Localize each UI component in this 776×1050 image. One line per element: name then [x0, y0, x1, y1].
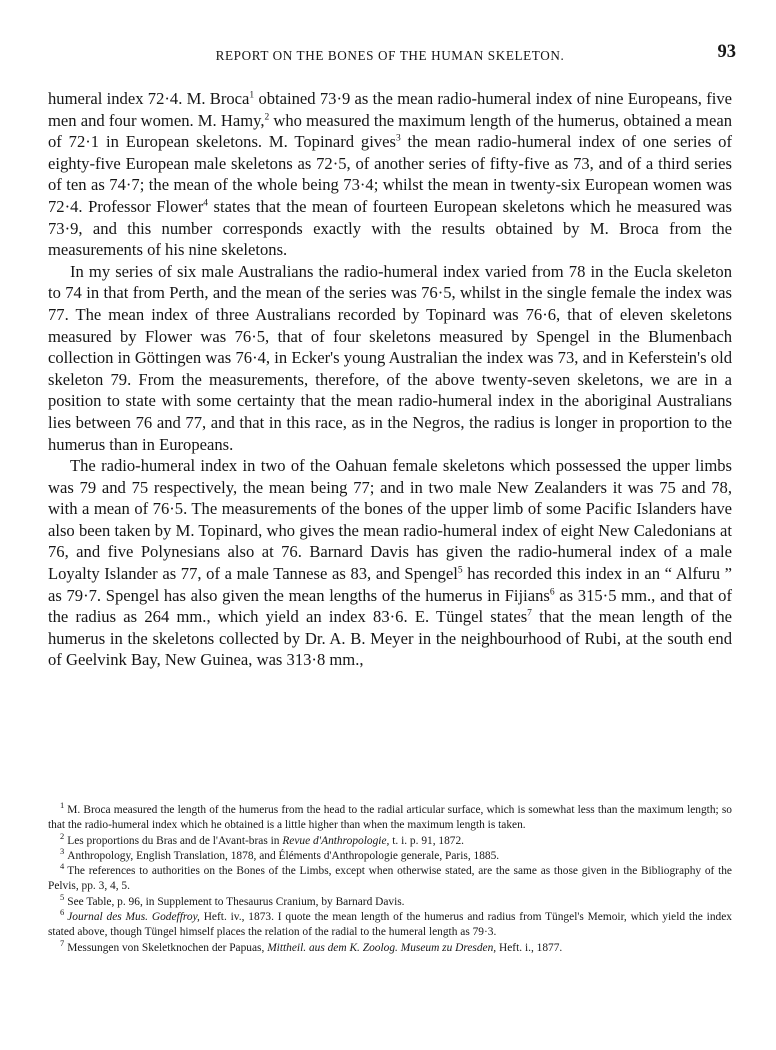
footnote-marker: 1: [249, 90, 255, 101]
page-number: 93: [717, 42, 736, 62]
footnote: [48, 846, 732, 864]
text-run: Heft. iv., 1873. I quote the mean length of the humerus and radius from Tüngel's Memoir, which yield the index stated above, though Tüngel himself places the relation of the radial to the humeral length as 79·3.: [48, 911, 732, 939]
text-run: See Table, p. 96, in Supplement to Thesaurus Cranium, by Barnard Davis.: [67, 895, 405, 908]
footnote-number: 5: [60, 891, 65, 902]
footnote: [48, 907, 732, 941]
footnote-marker: 2: [264, 112, 270, 123]
footnote-number: 7: [60, 937, 65, 948]
paragraph: [48, 455, 732, 671]
text-run: Heft. i., 1877.: [496, 941, 563, 954]
footnote-number: 6: [60, 907, 65, 918]
footnote-marker: 3: [395, 133, 401, 144]
footnote-number: 1: [60, 800, 65, 811]
text-run: the mean radio-humeral index of one series of eighty-five European male skeletons as 72·5, of another series of fifty-five as 73, and of a third series of ten as 74·7; the mean of the whole being 73·4; whilst the mean in twenty-six European women was 72·4. Professor Flower: [48, 132, 732, 216]
text-run: Anthropology, English Translation, 1878, and Éléments d'Anthropologie generale, Paris, 1885.: [67, 849, 500, 862]
italic-title: Mittheil. aus dem K. Zoolog. Museum zu Dresden,: [267, 941, 497, 954]
text-run: The radio-humeral index in two of the Oahuan female skeletons which possessed the upper limbs was 79 and 75 respectively, the mean being 77; and in two male New Zealanders it was 75 and 78, with a mean of 76·5. The measurements of the bones of the upper limb of some Pacific Islanders have also been taken by M. Topinard, who gives the mean radio-humeral index of eight New Caledonians at 76, and five Polynesians also at 76. Barnard Davis has given the radio-humeral index of a male Loyalty Islander as 77, of a male Tannese as 83, and Spengel: [48, 456, 732, 584]
italic-title: Journal des Mus. Godeffroy,: [67, 911, 200, 924]
footnote: [48, 861, 732, 895]
footnote-marker: 4: [203, 198, 209, 209]
text-run: In my series of six male Australians the radio-humeral index varied from 78 in the Eucla skeleton to 74 in that from Perth, and the mean of the series was 76·5, whilst in the single female the index was 77. The mean index of three Australians recorded by Topinard was 76·6, that of eleven skeletons measured by Flower was 76·5, that of four skeletons measured by Spengel in the Blumenbach collection in Göttingen was 76·4, in Ecker's young Australian the index was 73, and in Keferstein's old skeleton 79. From the measurements, therefore, of the above twenty-seven skeletons, we are in a position to state with some certainty that the mean radio-humeral index in the aboriginal Australians lies between 76 and 77, and that in this race, as in the Negros, the radius is longer in proportion to the humerus than in Europeans.: [48, 261, 732, 454]
text-run: M. Broca measured the length of the humerus from the head to the radial articular surface, which is somewhat less than the maximum length; so that the radio-humeral index which he obtained is a little higher than when the maximum length is taken.: [48, 804, 732, 832]
text-run: obtained 73·9 as the mean radio-humeral index of nine Europeans, five men and four women. M. Hamy,: [48, 89, 732, 130]
footnotes: [48, 800, 732, 956]
text-run: has recorded this index in an “ Alfuru ” as 79·7. Spengel has also given the mean lengths of the humerus in Fijians: [48, 564, 732, 605]
footnote-number: 3: [60, 846, 65, 857]
text-run: Messungen von Skeletknochen der Papuas,: [67, 941, 268, 954]
footnote-marker: 7: [527, 608, 532, 619]
footnote: [48, 891, 732, 910]
running-title: REPORT ON THE BONES OF THE HUMAN SKELETON.: [215, 48, 565, 63]
paragraph: [48, 261, 732, 455]
footnote: [48, 937, 732, 956]
footnote-marker: 5: [457, 565, 463, 576]
text-run: who measured the maximum length of the humerus, obtained a mean of 72·1 in European skeletons. M. Topinard gives: [48, 110, 732, 152]
text-run: as 315·5 mm., and that of the radius as 264 mm., which yield an index 83·6. E. Tüngel states: [48, 585, 732, 627]
paragraph: [48, 88, 732, 261]
text-run: humeral index 72·4. M. Broca: [48, 89, 250, 108]
page-header: [48, 42, 736, 68]
footnote-number: 4: [60, 861, 65, 872]
footnote: [48, 830, 732, 849]
footnote-marker: 6: [549, 587, 555, 598]
text-run: t. i. p. 91, 1872.: [389, 834, 465, 847]
text-run: states that the mean of fourteen European skeletons which he measured was 73·9, and this number corresponds exactly with the results obtained by M. Broca from the measurements of his nine skeletons.: [48, 196, 732, 260]
text-run: The references to authorities on the Bones of the Limbs, except when otherwise stated, are the same as those given in the Bibliography of the Pelvis, pp. 3, 4, 5.: [48, 865, 732, 893]
body-text: [48, 88, 732, 671]
footnote-number: 2: [60, 830, 65, 841]
footnote: [48, 800, 732, 834]
italic-title: Revue d'Anthropologie,: [282, 834, 390, 847]
text-run: that the mean length of the humerus in the skeletons collected by Dr. A. B. Meyer in the neighbourhood of Rubi, at the south end of Geelvink Bay, New Guinea, was 313·8 mm.,: [48, 607, 732, 670]
text-run: Les proportions du Bras and de l'Avant-bras in: [67, 834, 283, 847]
